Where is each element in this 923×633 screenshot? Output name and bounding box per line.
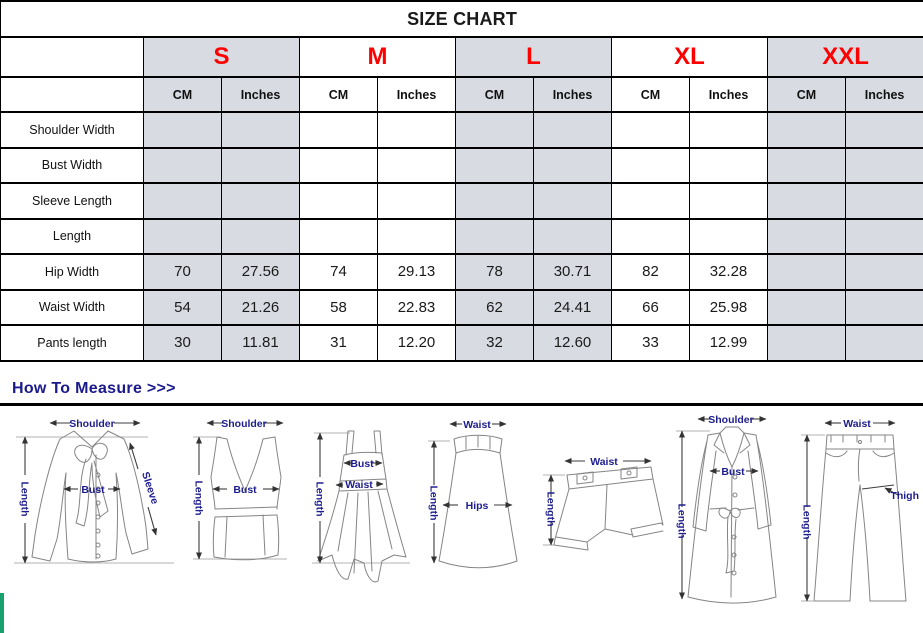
cell bbox=[534, 112, 612, 148]
row-label: Shoulder Width bbox=[1, 112, 144, 148]
cell: 21.26 bbox=[222, 290, 300, 326]
cell: 78 bbox=[456, 254, 534, 290]
unit-header: CM bbox=[456, 77, 534, 112]
cell bbox=[534, 219, 612, 255]
row-label: Pants length bbox=[1, 325, 144, 361]
cell bbox=[846, 183, 923, 219]
measure-label: Length bbox=[18, 481, 31, 516]
measure-label: Thigh bbox=[890, 489, 919, 502]
cell: 82 bbox=[612, 254, 690, 290]
cell: 22.83 bbox=[378, 290, 456, 326]
measure-label: Bust bbox=[81, 483, 105, 496]
table-row bbox=[1, 325, 923, 361]
cell bbox=[300, 112, 378, 148]
cell bbox=[846, 254, 923, 290]
blouse-diagram bbox=[8, 411, 176, 611]
size-header-l: L bbox=[456, 37, 612, 77]
size-header-m: M bbox=[300, 37, 456, 77]
measure-label: Length bbox=[544, 491, 557, 526]
cell bbox=[612, 183, 690, 219]
cell bbox=[690, 148, 768, 184]
cell bbox=[846, 148, 923, 184]
cell bbox=[144, 183, 222, 219]
cell bbox=[768, 325, 846, 361]
cell bbox=[222, 183, 300, 219]
row-label: Sleeve Length bbox=[1, 183, 144, 219]
pants-diagram bbox=[799, 411, 919, 611]
measure-label: Waist bbox=[463, 418, 492, 431]
cell bbox=[300, 148, 378, 184]
cell: 27.56 bbox=[222, 254, 300, 290]
measure-label: Bust bbox=[349, 457, 374, 470]
cell bbox=[846, 219, 923, 255]
cell bbox=[768, 183, 846, 219]
cell bbox=[690, 112, 768, 148]
cell bbox=[846, 290, 923, 326]
garment-outline bbox=[676, 427, 776, 603]
cell: 31 bbox=[300, 325, 378, 361]
cell: 12.20 bbox=[378, 325, 456, 361]
table-row bbox=[1, 183, 923, 219]
cell: 12.60 bbox=[534, 325, 612, 361]
table-row bbox=[1, 254, 923, 290]
measure-label: Sleeve bbox=[139, 469, 161, 506]
garment-outline bbox=[801, 435, 906, 601]
cell bbox=[768, 148, 846, 184]
row-label: Hip Width bbox=[1, 254, 144, 290]
cell bbox=[144, 219, 222, 255]
measure-label: Length bbox=[675, 503, 688, 538]
cell bbox=[612, 219, 690, 255]
cell bbox=[222, 112, 300, 148]
measure-label: Length bbox=[192, 480, 205, 515]
page-title: SIZE CHART bbox=[1, 1, 923, 37]
unit-header: Inches bbox=[846, 77, 923, 112]
measure-heading: How To Measure >>> bbox=[12, 379, 176, 397]
measure-label: Length bbox=[427, 485, 440, 520]
shorts-diagram bbox=[539, 411, 663, 611]
unit-header: CM bbox=[300, 77, 378, 112]
cell bbox=[222, 148, 300, 184]
garment-outline bbox=[543, 467, 663, 550]
measure-label: Bust bbox=[721, 465, 745, 478]
cell bbox=[690, 183, 768, 219]
cell bbox=[378, 112, 456, 148]
tank-top-diagram bbox=[187, 411, 299, 611]
measure-label: Hips bbox=[466, 499, 489, 512]
cell: 12.99 bbox=[690, 325, 768, 361]
row-label: Bust Width bbox=[1, 148, 144, 184]
cell bbox=[378, 219, 456, 255]
cell: 70 bbox=[144, 254, 222, 290]
cell: 32.28 bbox=[690, 254, 768, 290]
green-accent-stripe bbox=[0, 593, 4, 633]
garment-outline bbox=[312, 431, 410, 582]
cell bbox=[690, 219, 768, 255]
cell bbox=[300, 183, 378, 219]
how-to-measure-diagrams bbox=[0, 406, 923, 611]
dress-diagram bbox=[310, 411, 416, 611]
measure-label: Waist bbox=[843, 417, 871, 430]
unit-header: CM bbox=[768, 77, 846, 112]
measure-label: Shoulder bbox=[708, 413, 754, 426]
measure-label: Length bbox=[313, 481, 326, 516]
table-row bbox=[1, 219, 923, 255]
unit-header: CM bbox=[144, 77, 222, 112]
unit-header: Inches bbox=[378, 77, 456, 112]
cell bbox=[612, 112, 690, 148]
measure-label: Length bbox=[800, 504, 813, 539]
cell bbox=[534, 183, 612, 219]
coat-diagram bbox=[674, 411, 788, 611]
cell: 58 bbox=[300, 290, 378, 326]
cell: 66 bbox=[612, 290, 690, 326]
cell: 32 bbox=[456, 325, 534, 361]
cell bbox=[534, 148, 612, 184]
size-header-xxl: XXL bbox=[768, 37, 923, 77]
cell bbox=[768, 219, 846, 255]
measure-label: Waist bbox=[344, 478, 373, 491]
cell bbox=[456, 148, 534, 184]
measure-label: Shoulder bbox=[69, 417, 115, 430]
unit-header: Inches bbox=[690, 77, 768, 112]
cell: 54 bbox=[144, 290, 222, 326]
cell bbox=[768, 254, 846, 290]
cell: 30 bbox=[144, 325, 222, 361]
corner-cell bbox=[1, 77, 144, 112]
size-header-row bbox=[1, 37, 923, 77]
cell: 25.98 bbox=[690, 290, 768, 326]
table-row bbox=[1, 148, 923, 184]
unit-header: CM bbox=[612, 77, 690, 112]
cell bbox=[144, 148, 222, 184]
cell bbox=[144, 112, 222, 148]
measure-label: Bust bbox=[233, 483, 257, 496]
cell: 11.81 bbox=[222, 325, 300, 361]
unit-header-row bbox=[1, 77, 923, 112]
cell bbox=[378, 148, 456, 184]
cell bbox=[612, 148, 690, 184]
table-row bbox=[1, 112, 923, 148]
size-header-s: S bbox=[144, 37, 300, 77]
cell bbox=[300, 219, 378, 255]
garment-outline bbox=[193, 437, 287, 560]
cell bbox=[456, 183, 534, 219]
cell bbox=[846, 325, 923, 361]
cell: 24.41 bbox=[534, 290, 612, 326]
cell: 30.71 bbox=[534, 254, 612, 290]
cell: 74 bbox=[300, 254, 378, 290]
cell bbox=[456, 219, 534, 255]
size-header-xl: XL bbox=[612, 37, 768, 77]
cell bbox=[456, 112, 534, 148]
cell bbox=[768, 290, 846, 326]
cell bbox=[378, 183, 456, 219]
unit-header: Inches bbox=[222, 77, 300, 112]
corner-cell bbox=[1, 37, 144, 77]
cell bbox=[846, 112, 923, 148]
cell: 62 bbox=[456, 290, 534, 326]
cell: 33 bbox=[612, 325, 690, 361]
row-label: Waist Width bbox=[1, 290, 144, 326]
row-label: Length bbox=[1, 219, 144, 255]
skirt-diagram bbox=[426, 411, 528, 611]
table-row bbox=[1, 290, 923, 326]
cell bbox=[222, 219, 300, 255]
cell: 29.13 bbox=[378, 254, 456, 290]
cell bbox=[768, 112, 846, 148]
unit-header: Inches bbox=[534, 77, 612, 112]
measure-label: Waist bbox=[590, 455, 619, 468]
measure-label: Shoulder bbox=[221, 417, 267, 430]
